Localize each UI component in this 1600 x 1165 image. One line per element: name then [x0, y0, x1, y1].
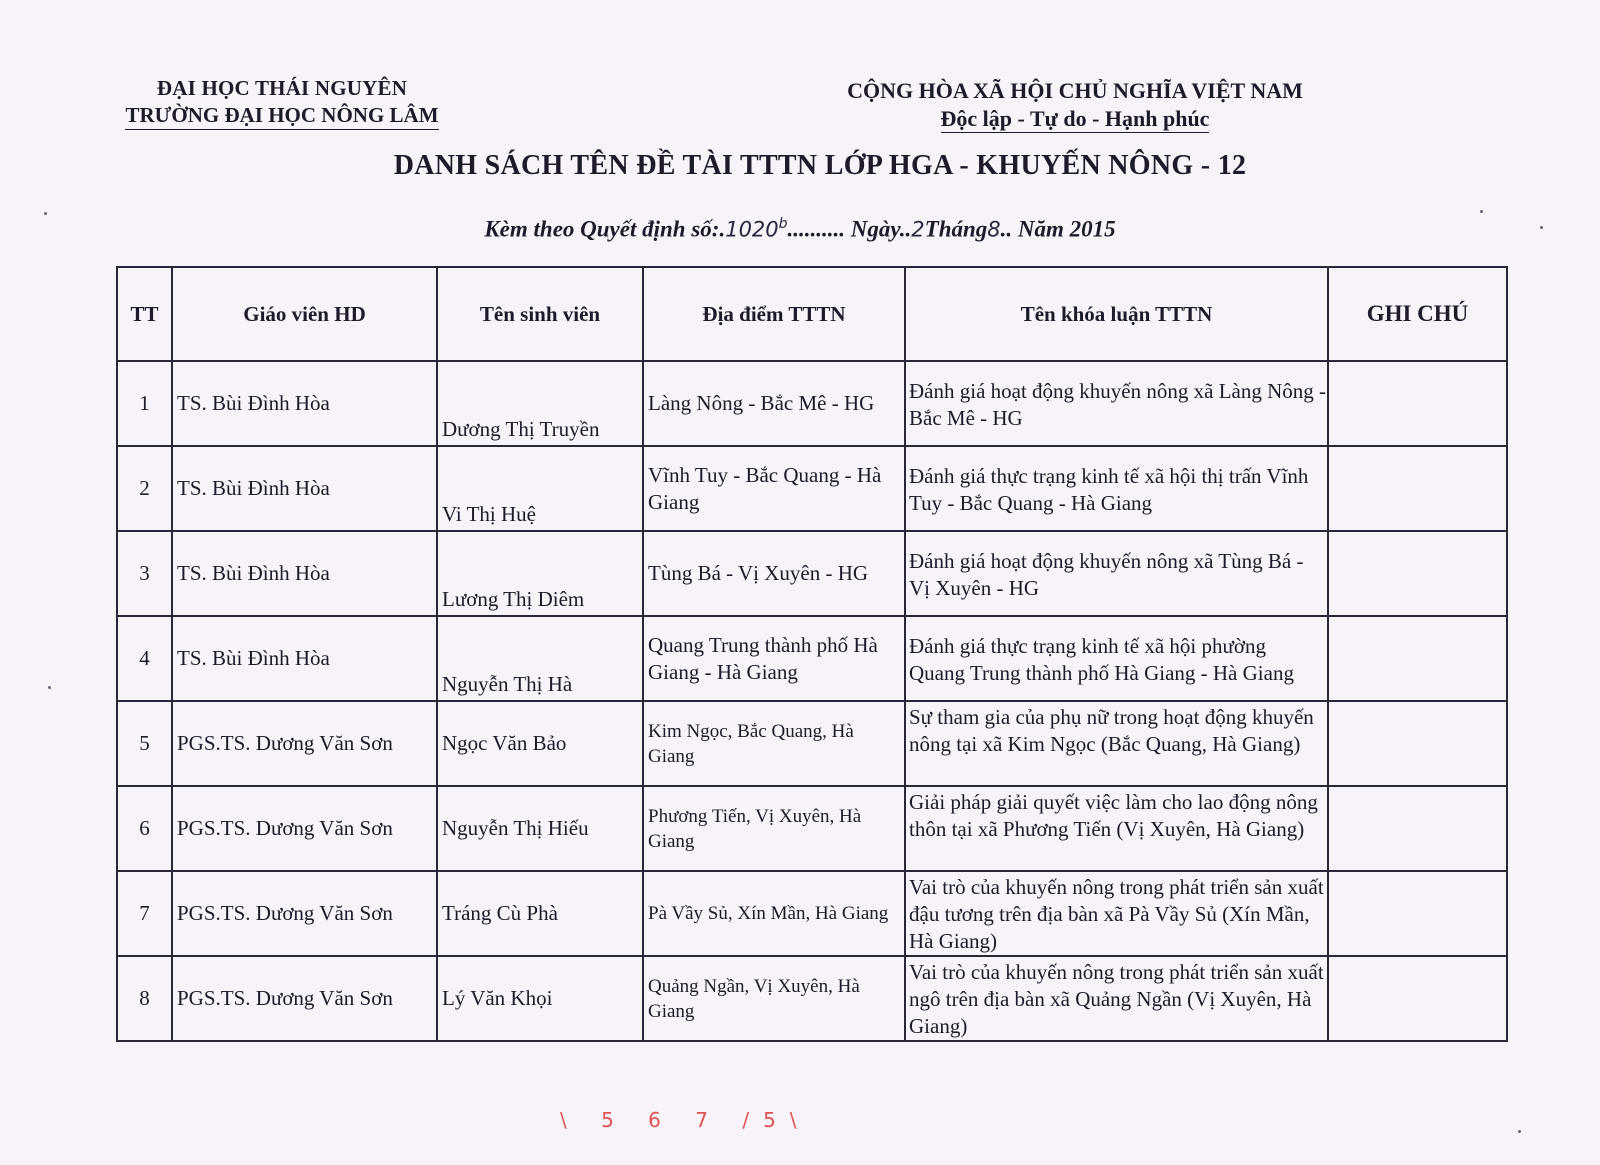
header-left: [112, 76, 452, 130]
advisor-name: TS. Bùi Đình Hòa: [172, 361, 437, 446]
scan-speck: [1540, 226, 1543, 229]
header-right: [800, 78, 1350, 133]
advisor-name: TS. Bùi Đình Hòa: [172, 446, 437, 531]
student-name: Lương Thị Diêm: [437, 531, 643, 616]
header-tt: TT: [117, 267, 172, 361]
day-value: 2: [911, 217, 925, 242]
row-number: 7: [117, 871, 172, 956]
advisor-name: PGS.TS. Dương Văn Sơn: [172, 701, 437, 786]
notes-cell: [1328, 956, 1507, 1041]
row-number: 8: [117, 956, 172, 1041]
advisor-name: PGS.TS. Dương Văn Sơn: [172, 786, 437, 871]
table-row: [117, 701, 1507, 786]
advisor-name: PGS.TS. Dương Văn Sơn: [172, 956, 437, 1041]
notes-cell: [1328, 786, 1507, 871]
thesis-title: Sự tham gia của phụ nữ trong hoạt động khuyến nông tại xã Kim Ngọc (Bắc Quang, Hà Giang): [905, 701, 1328, 786]
table-row: [117, 531, 1507, 616]
internship-location: Quang Trung thành phố Hà Giang - Hà Giang: [643, 616, 905, 701]
student-name: Vi Thị Huệ: [437, 446, 643, 531]
decision-prefix: Kèm theo Quyết định số:.: [484, 216, 726, 242]
student-name: Dương Thị Truyền: [437, 361, 643, 446]
student-name: Lý Văn Khọi: [437, 956, 643, 1041]
student-name: Nguyễn Thị Hà: [437, 616, 643, 701]
decision-suffix: b: [778, 216, 788, 232]
stamp-mark: \ 5 6 7 /5\: [560, 1108, 811, 1132]
header-advisor: Giáo viên HD: [172, 267, 437, 361]
motto: Độc lập - Tự do - Hạnh phúc: [940, 106, 1210, 131]
notes-cell: [1328, 531, 1507, 616]
row-number: 3: [117, 531, 172, 616]
internship-location: Kim Ngọc, Bắc Quang, Hà Giang: [643, 701, 905, 786]
internship-location: Làng Nông - Bắc Mê - HG: [643, 361, 905, 446]
student-name: Nguyễn Thị Hiếu: [437, 786, 643, 871]
decision-dots: ..........: [787, 216, 846, 242]
thesis-title: Giải pháp giải quyết việc làm cho lao động nông thôn tại xã Phương Tiến (Vị Xuyên, Hà Giang): [905, 786, 1328, 871]
scan-speck: [44, 212, 47, 215]
table-row: [117, 786, 1507, 871]
month-dots: ..: [1000, 216, 1013, 242]
thesis-title: Đánh giá hoạt động khuyến nông xã Tùng Bá - Vị Xuyên - HG: [905, 531, 1328, 616]
header-student: Tên sinh viên: [437, 267, 643, 361]
university-name: ĐẠI HỌC THÁI NGUYÊN: [156, 76, 408, 100]
decision-number: 1020: [725, 217, 779, 242]
month-label: Tháng: [924, 216, 988, 242]
header-thesis: Tên khóa luận TTTN: [905, 267, 1328, 361]
college-name: TRƯỜNG ĐẠI HỌC NÔNG LÂM: [125, 103, 438, 130]
notes-cell: [1328, 446, 1507, 531]
day-label: Ngày..: [850, 216, 912, 242]
notes-cell: [1328, 616, 1507, 701]
thesis-title: Vai trò của khuyến nông trong phát triển sản xuất ngô trên địa bàn xã Quảng Ngần (Vị Xuyên, Hà Giang): [905, 956, 1328, 1041]
decision-line: [0, 216, 1600, 243]
thesis-title: Đánh giá thực trạng kinh tế xã hội thị trấn Vĩnh Tuy - Bắc Quang - Hà Giang: [905, 446, 1328, 531]
document-title: DANH SÁCH TÊN ĐỀ TÀI TTTN LỚP HGA - KHUYẾN NÔNG - 12: [393, 150, 1247, 181]
student-name: Ngọc Văn Bảo: [437, 701, 643, 786]
header-location: Địa điểm TTTN: [643, 267, 905, 361]
table-row: [117, 956, 1507, 1041]
month-value: 8: [987, 217, 1001, 242]
advisor-name: TS. Bùi Đình Hòa: [172, 531, 437, 616]
row-number: 5: [117, 701, 172, 786]
row-number: 1: [117, 361, 172, 446]
thesis-title: Vai trò của khuyến nông trong phát triển sản xuất đậu tương trên địa bàn xã Pà Vầy Sủ (Xín Mần, Hà Giang): [905, 871, 1328, 956]
row-number: 6: [117, 786, 172, 871]
table-row: [117, 616, 1507, 701]
scan-speck: [48, 686, 51, 689]
student-name: Tráng Cù Phà: [437, 871, 643, 956]
scan-speck: [1518, 1130, 1521, 1133]
notes-cell: [1328, 871, 1507, 956]
thesis-title: Đánh giá hoạt động khuyến nông xã Làng Nông - Bắc Mê - HG: [905, 361, 1328, 446]
table-row: [117, 446, 1507, 531]
table-row: [117, 871, 1507, 956]
header-notes: GHI CHÚ: [1328, 267, 1507, 361]
row-number: 4: [117, 616, 172, 701]
internship-location: Pà Vầy Sủ, Xín Mần, Hà Giang: [643, 871, 905, 956]
country-name: CỘNG HÒA XÃ HỘI CHỦ NGHĨA VIỆT NAM: [847, 78, 1303, 103]
row-number: 2: [117, 446, 172, 531]
internship-location: Tùng Bá - Vị Xuyên - HG: [643, 531, 905, 616]
notes-cell: [1328, 701, 1507, 786]
notes-cell: [1328, 361, 1507, 446]
scan-speck: [1480, 210, 1483, 213]
advisor-name: PGS.TS. Dương Văn Sơn: [172, 871, 437, 956]
table-row: [117, 361, 1507, 446]
advisor-name: TS. Bùi Đình Hòa: [172, 616, 437, 701]
internship-location: Vĩnh Tuy - Bắc Quang - Hà Giang: [643, 446, 905, 531]
internship-location: Quảng Ngần, Vị Xuyên, Hà Giang: [643, 956, 905, 1041]
thesis-title: Đánh giá thực trạng kinh tế xã hội phường Quang Trung thành phố Hà Giang - Hà Giang: [905, 616, 1328, 701]
thesis-table: [116, 266, 1508, 1042]
table-header-row: [117, 267, 1507, 361]
year-text: Năm 2015: [1017, 216, 1116, 242]
internship-location: Phương Tiến, Vị Xuyên, Hà Giang: [643, 786, 905, 871]
